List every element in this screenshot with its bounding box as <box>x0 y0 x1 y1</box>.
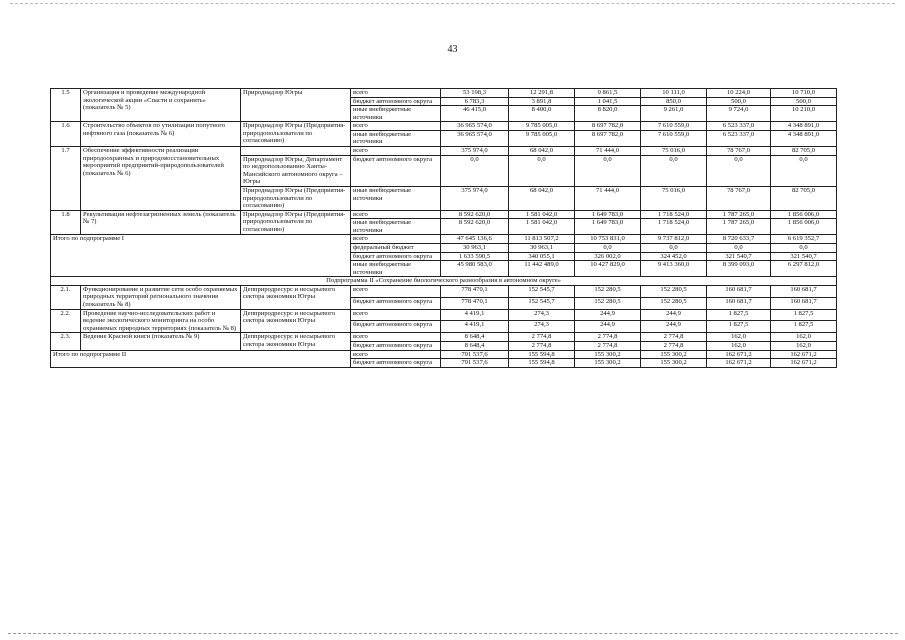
amount-cell: 0,0 <box>707 155 771 186</box>
activity-name: Организация и проведение международной экологической акции «Спасти и сохранить» (показатель № 5) <box>81 89 241 122</box>
table-row <box>51 89 837 98</box>
amount-cell: 152 280,5 <box>641 285 707 297</box>
activity-name: Проведение научно-исследовательских работ и ведение экологического мониторинга на особо охраняемых природных территориях (показатель № 8) <box>81 309 241 333</box>
amount-cell: 155 594,8 <box>509 359 575 368</box>
amount-cell: 500,0 <box>771 97 837 106</box>
amount-cell: 160 681,7 <box>707 297 771 309</box>
amount-cell: 71 444,0 <box>575 147 641 156</box>
amount-cell: 1 856 006,0 <box>771 219 837 235</box>
amount-cell: 1 787 265,0 <box>707 210 771 219</box>
amount-cell: 45 980 583,0 <box>441 261 509 277</box>
amount-cell: 155 594,8 <box>509 350 575 359</box>
amount-cell: 274,3 <box>509 321 575 333</box>
amount-cell: 321 540,7 <box>771 252 837 261</box>
total-row <box>51 350 837 359</box>
amount-cell: 500,0 <box>707 97 771 106</box>
amount-cell: 68 042,0 <box>509 147 575 156</box>
amount-cell: 68 042,0 <box>509 186 575 210</box>
amount-cell: 1 581 042,0 <box>509 210 575 219</box>
amount-cell: 160 681,7 <box>707 285 771 297</box>
amount-cell: 8 697 782,0 <box>575 122 641 131</box>
row-number: 2.2. <box>51 309 81 333</box>
amount-cell: 155 300,2 <box>575 359 641 368</box>
funding-source: всего <box>351 235 441 244</box>
funding-source: всего <box>351 333 441 342</box>
amount-cell: 2 774,8 <box>641 341 707 350</box>
amount-cell: 791 537,6 <box>441 359 509 368</box>
amount-cell: 8 820,0 <box>575 106 641 122</box>
amount-cell: 162 671,2 <box>771 359 837 368</box>
amount-cell: 162,0 <box>771 333 837 342</box>
amount-cell: 4 348 891,0 <box>771 122 837 131</box>
amount-cell: 2 774,8 <box>575 341 641 350</box>
row-number: 1.5 <box>51 89 81 122</box>
amount-cell: 0,0 <box>771 155 837 186</box>
amount-cell: 155 300,2 <box>575 350 641 359</box>
amount-cell: 1 718 524,0 <box>641 219 707 235</box>
executor: Депприродресурс и несырьевого сектора экономики Югры <box>241 285 351 309</box>
funding-source: всего <box>351 122 441 131</box>
amount-cell: 244,9 <box>575 321 641 333</box>
amount-cell: 1 787 265,0 <box>707 219 771 235</box>
amount-cell: 326 002,0 <box>575 252 641 261</box>
page-number: 43 <box>447 44 458 55</box>
amount-cell: 162 671,2 <box>707 359 771 368</box>
funding-source: бюджет автономного округа <box>351 341 441 350</box>
amount-cell: 9 261,0 <box>641 106 707 122</box>
executor: Депприродресурс и несырьевого сектора экономики Югры <box>241 309 351 333</box>
activity-name: Обеспечение эффективности реализации природоохранных и природовосстановительных мероприятий предприятий-природопользователей (показатель № 6) <box>81 147 241 211</box>
executor: Природнадзор Югры, Департамент по недропользованию Ханты-Мансийского автономного округа – Югры <box>241 155 351 186</box>
funding-source: бюджет автономного округа <box>351 297 441 309</box>
amount-cell: 152 545,7 <box>509 297 575 309</box>
amount-cell: 6 297 812,0 <box>771 261 837 277</box>
amount-cell: 6 783,3 <box>441 97 509 106</box>
funding-source: бюджет автономного округа <box>351 252 441 261</box>
amount-cell: 375 974,0 <box>441 186 509 210</box>
executor: Депприродресурс и несырьевого сектора экономики Югры <box>241 333 351 350</box>
amount-cell: 30 963,1 <box>441 243 509 252</box>
amount-cell: 10 111,0 <box>641 89 707 98</box>
table-row <box>51 122 837 131</box>
amount-cell: 850,0 <box>641 97 707 106</box>
funding-source: всего <box>351 210 441 219</box>
amount-cell: 8 592 620,0 <box>441 210 509 219</box>
amount-cell: 2 774,8 <box>509 333 575 342</box>
amount-cell: 46 415,0 <box>441 106 509 122</box>
funding-source: иные внебюджетные источники <box>351 219 441 235</box>
amount-cell: 0,0 <box>575 155 641 186</box>
amount-cell: 1 856 006,0 <box>771 210 837 219</box>
table-row <box>51 147 837 156</box>
amount-cell: 160 681,7 <box>771 285 837 297</box>
funding-source: иные внебюджетные источники <box>351 186 441 210</box>
amount-cell: 1 041,5 <box>575 97 641 106</box>
subprogram-title: Подпрограмма II «Сохранение биологического разнообразия в автономном округе» <box>51 277 837 286</box>
amount-cell: 1 718 524,0 <box>641 210 707 219</box>
amount-cell: 53 198,3 <box>441 89 509 98</box>
amount-cell: 9 737 812,0 <box>641 235 707 244</box>
amount-cell: 9 861,5 <box>575 89 641 98</box>
amount-cell: 162,0 <box>771 341 837 350</box>
amount-cell: 0,0 <box>575 243 641 252</box>
scan-edge-bottom <box>8 633 898 635</box>
amount-cell: 9 724,0 <box>707 106 771 122</box>
amount-cell: 152 280,5 <box>575 297 641 309</box>
amount-cell: 10 210,0 <box>771 106 837 122</box>
executor: Природнадзор Югры (Предприятия-природопользователи по согласованию) <box>241 122 351 147</box>
amount-cell: 1 633 590,5 <box>441 252 509 261</box>
funding-source: иные внебюджетные источники <box>351 261 441 277</box>
amount-cell: 12 291,8 <box>509 89 575 98</box>
amount-cell: 244,9 <box>641 309 707 321</box>
amount-cell: 162 671,2 <box>707 350 771 359</box>
funding-source: федеральный бюджет <box>351 243 441 252</box>
funding-source: всего <box>351 147 441 156</box>
amount-cell: 3 891,8 <box>509 97 575 106</box>
amount-cell: 11 442 489,0 <box>509 261 575 277</box>
activity-name: Функционирование и развитие сети особо охраняемых природных территорий регионального значения (показатель № 8) <box>81 285 241 309</box>
table-row <box>51 210 837 219</box>
table-row <box>51 285 837 297</box>
amount-cell: 2 774,8 <box>641 333 707 342</box>
funding-source: иные внебюджетные источники <box>351 106 441 122</box>
amount-cell: 0,0 <box>707 243 771 252</box>
amount-cell: 10 224,0 <box>707 89 771 98</box>
activity-name: Строительство объектов по утилизации попутного нефтяного газа (показатель № 6) <box>81 122 241 147</box>
amount-cell: 10 753 831,0 <box>575 235 641 244</box>
amount-cell: 155 300,2 <box>641 359 707 368</box>
total-label: Итого по подпрограмме II <box>51 350 351 367</box>
amount-cell: 10 427 829,0 <box>575 261 641 277</box>
amount-cell: 75 016,0 <box>641 147 707 156</box>
amount-cell: 8 697 782,0 <box>575 130 641 146</box>
amount-cell: 78 767,0 <box>707 186 771 210</box>
amount-cell: 0,0 <box>641 155 707 186</box>
amount-cell: 11 813 507,2 <box>509 235 575 244</box>
amount-cell: 9 785 005,0 <box>509 122 575 131</box>
amount-cell: 244,9 <box>641 321 707 333</box>
scan-edge-top <box>10 3 895 5</box>
executor: Природнадзор Югры <box>241 89 351 122</box>
amount-cell: 8 648,4 <box>441 333 509 342</box>
amount-cell: 6 523 337,0 <box>707 130 771 146</box>
amount-cell: 1 827,5 <box>707 309 771 321</box>
amount-cell: 2 774,8 <box>509 341 575 350</box>
total-label: Итого по подпрограмме I <box>51 235 351 277</box>
amount-cell: 7 610 559,0 <box>641 130 707 146</box>
amount-cell: 78 767,0 <box>707 147 771 156</box>
amount-cell: 82 705,0 <box>771 147 837 156</box>
amount-cell: 152 280,5 <box>641 297 707 309</box>
amount-cell: 152 280,5 <box>575 285 641 297</box>
amount-cell: 162,0 <box>707 333 771 342</box>
budget-table <box>50 88 837 368</box>
amount-cell: 1 581 042,0 <box>509 219 575 235</box>
amount-cell: 274,3 <box>509 309 575 321</box>
amount-cell: 1 649 783,0 <box>575 210 641 219</box>
funding-source: всего <box>351 285 441 297</box>
amount-cell: 2 774,8 <box>575 333 641 342</box>
amount-cell: 1 827,5 <box>771 309 837 321</box>
amount-cell: 324 452,0 <box>641 252 707 261</box>
amount-cell: 0,0 <box>641 243 707 252</box>
amount-cell: 1 827,5 <box>707 321 771 333</box>
row-number: 1.7 <box>51 147 81 211</box>
amount-cell: 4 348 891,0 <box>771 130 837 146</box>
amount-cell: 778 470,1 <box>441 285 509 297</box>
subprogram-header-row <box>51 277 837 286</box>
funding-source: всего <box>351 89 441 98</box>
amount-cell: 75 016,0 <box>641 186 707 210</box>
amount-cell: 0,0 <box>509 155 575 186</box>
amount-cell: 4 419,1 <box>441 321 509 333</box>
amount-cell: 82 705,0 <box>771 186 837 210</box>
amount-cell: 152 545,7 <box>509 285 575 297</box>
amount-cell: 7 610 559,0 <box>641 122 707 131</box>
amount-cell: 160 681,7 <box>771 297 837 309</box>
amount-cell: 9 785 005,0 <box>509 130 575 146</box>
executor <box>241 147 351 156</box>
amount-cell: 47 645 136,6 <box>441 235 509 244</box>
funding-source: бюджет автономного округа <box>351 321 441 333</box>
amount-cell: 6 619 352,7 <box>771 235 837 244</box>
activity-name: Ведение Красной книги (показатель № 9) <box>81 333 241 350</box>
amount-cell: 1 827,5 <box>771 321 837 333</box>
amount-cell: 4 419,1 <box>441 309 509 321</box>
amount-cell: 244,9 <box>575 309 641 321</box>
table-row <box>51 333 837 342</box>
amount-cell: 375 974,0 <box>441 147 509 156</box>
amount-cell: 0,0 <box>771 243 837 252</box>
amount-cell: 30 963,1 <box>509 243 575 252</box>
funding-source: всего <box>351 309 441 321</box>
funding-source: бюджет автономного округа <box>351 97 441 106</box>
funding-source: всего <box>351 350 441 359</box>
amount-cell: 162,0 <box>707 341 771 350</box>
row-number: 2.3. <box>51 333 81 350</box>
table-row <box>51 309 837 321</box>
row-number: 1.6 <box>51 122 81 147</box>
amount-cell: 36 965 574,0 <box>441 130 509 146</box>
amount-cell: 6 523 337,0 <box>707 122 771 131</box>
amount-cell: 340 055,1 <box>509 252 575 261</box>
executor: Природнадзор Югры (Предприятия-природопользователи по согласованию) <box>241 210 351 235</box>
row-number: 2.1. <box>51 285 81 309</box>
amount-cell: 71 444,0 <box>575 186 641 210</box>
amount-cell: 8 400,0 <box>509 106 575 122</box>
amount-cell: 321 540,7 <box>707 252 771 261</box>
amount-cell: 791 537,6 <box>441 350 509 359</box>
activity-name: Рекультивация нефтезагрязненных земель (показатель № 7) <box>81 210 241 235</box>
amount-cell: 8 399 093,0 <box>707 261 771 277</box>
funding-source: бюджет автономного округа <box>351 155 441 186</box>
row-number: 1.8 <box>51 210 81 235</box>
amount-cell: 0,0 <box>441 155 509 186</box>
total-row <box>51 235 837 244</box>
executor: Природнадзор Югры (Предприятия-природопользователи по согласованию) <box>241 186 351 210</box>
amount-cell: 162 671,2 <box>771 350 837 359</box>
amount-cell: 778 470,1 <box>441 297 509 309</box>
amount-cell: 36 965 574,0 <box>441 122 509 131</box>
amount-cell: 8 648,4 <box>441 341 509 350</box>
amount-cell: 8 592 620,0 <box>441 219 509 235</box>
amount-cell: 155 300,2 <box>641 350 707 359</box>
funding-source: бюджет автономного округа <box>351 359 441 368</box>
amount-cell: 9 413 360,0 <box>641 261 707 277</box>
amount-cell: 10 710,0 <box>771 89 837 98</box>
amount-cell: 1 649 783,0 <box>575 219 641 235</box>
funding-source: иные внебюджетные источники <box>351 130 441 146</box>
amount-cell: 8 720 633,7 <box>707 235 771 244</box>
